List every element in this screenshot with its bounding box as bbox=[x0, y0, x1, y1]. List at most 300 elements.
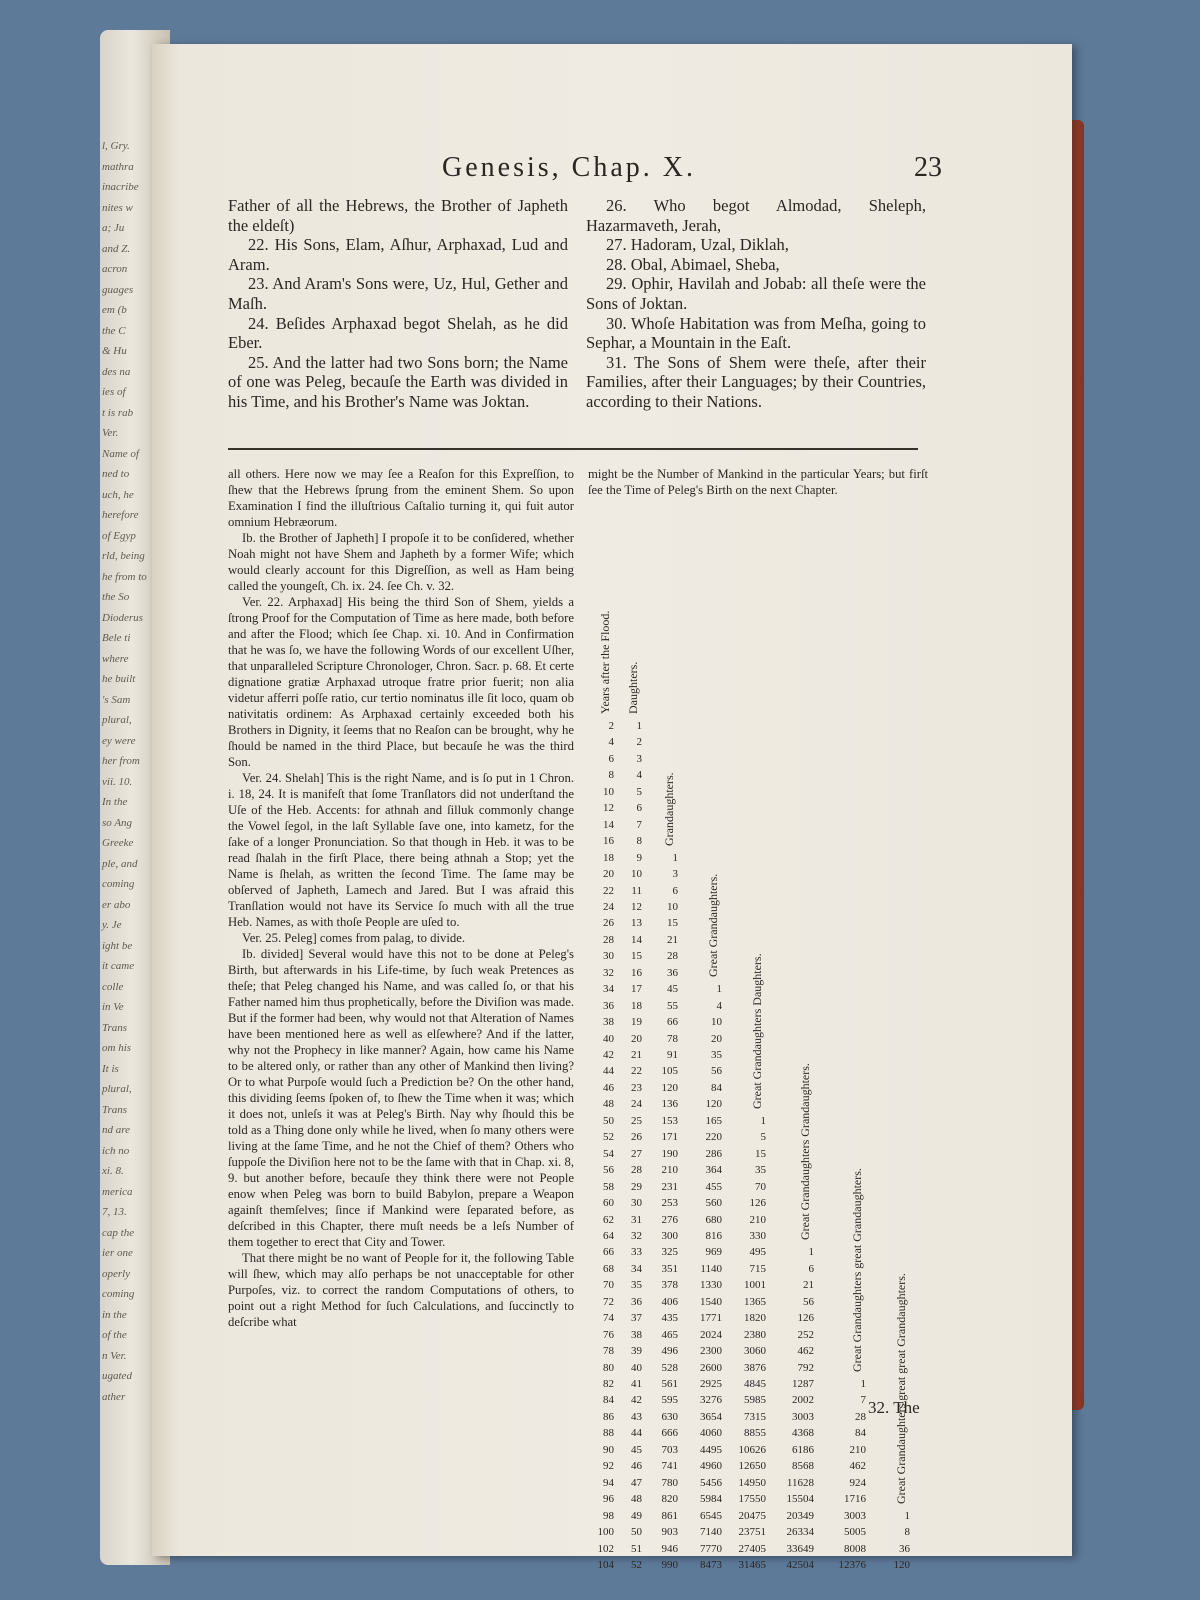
table-cell: 231 bbox=[661, 1180, 678, 1193]
commentary-paragraph: That there might be no want of People for it, the following Table will ſhew, which may alſo perhaps be not unacceptable for other Purpoſes, viz. to correct the random Computations of others, to point out a right Method for ſuch Calculations, and ſuccinctly to deſcribe what bbox=[228, 1251, 574, 1329]
page-header bbox=[152, 152, 1072, 192]
table-cell: 153 bbox=[661, 1114, 678, 1127]
left-page-fragment: where bbox=[102, 652, 129, 665]
left-page-fragment: Ver. bbox=[102, 427, 119, 439]
left-page-fragment: ple, and bbox=[102, 857, 138, 870]
table-cell: 54 bbox=[603, 1147, 614, 1160]
table-cell: 15 bbox=[667, 917, 678, 930]
table-cell: 7315 bbox=[744, 1410, 766, 1423]
upper-right-column bbox=[586, 196, 926, 412]
table-cell: 2024 bbox=[700, 1328, 722, 1341]
left-page-fragment: Dioderus bbox=[102, 611, 143, 624]
table-cell: 741 bbox=[661, 1460, 678, 1473]
table-cell: 7 bbox=[860, 1394, 866, 1407]
table-cell: 68 bbox=[603, 1262, 614, 1275]
table-cell: 13 bbox=[631, 917, 642, 930]
table-column-header: Great Grandaughters Daughters. bbox=[750, 953, 764, 1109]
table-cell: 20 bbox=[631, 1032, 642, 1045]
table-cell: 816 bbox=[705, 1229, 722, 1242]
table-cell: 74 bbox=[603, 1312, 614, 1325]
table-cell: 969 bbox=[705, 1246, 722, 1259]
left-page-fragment: Trans bbox=[102, 1103, 128, 1116]
table-cell: 18 bbox=[603, 851, 614, 864]
table-cell: 10 bbox=[667, 900, 678, 913]
table-column-header: Great Grandaughters. bbox=[706, 873, 720, 978]
table-cell: 120 bbox=[705, 1098, 722, 1111]
left-page-fragment: er abo bbox=[102, 898, 131, 911]
table-cell: 14 bbox=[631, 933, 642, 946]
table-cell: 1 bbox=[716, 983, 722, 996]
left-page-fragment: ned to bbox=[102, 468, 130, 480]
table-column-header: Grandaughters. bbox=[662, 771, 676, 846]
table-cell: 3654 bbox=[700, 1410, 722, 1423]
table-cell: 31 bbox=[631, 1213, 642, 1226]
table-cell: 435 bbox=[661, 1312, 678, 1325]
table-cell: 24 bbox=[603, 900, 614, 913]
table-cell: 990 bbox=[661, 1558, 678, 1571]
table-cell: 35 bbox=[755, 1164, 766, 1177]
table-cell: 3003 bbox=[792, 1410, 814, 1423]
table-cell: 253 bbox=[661, 1197, 678, 1210]
table-cell: 66 bbox=[603, 1246, 614, 1259]
left-page-fragment: Trans bbox=[102, 1021, 128, 1034]
commentary-paragraph: all others. Here now we may ſee a Reaſon for this Expreſſion, to ſhew that the Hebrews ſprung from the eminent Shem. So upon Examination I find the illuſtrious Caſtalio turning it, qui fuit autor omnium Hebræorum. bbox=[228, 467, 574, 529]
table-cell: 703 bbox=[661, 1443, 678, 1456]
table-cell: 30 bbox=[631, 1197, 642, 1210]
table-cell: 86 bbox=[603, 1410, 614, 1423]
table-cell: 24 bbox=[631, 1098, 642, 1111]
table-cell: 10 bbox=[603, 785, 614, 798]
table-column-header: Years after the Flood. bbox=[598, 610, 612, 714]
table-cell: 1365 bbox=[744, 1295, 766, 1308]
table-cell: 4960 bbox=[700, 1460, 722, 1473]
table-cell: 91 bbox=[667, 1049, 678, 1061]
commentary-paragraph: Ib. the Brother of Japheth] I propoſe it to be conſidered, whether Noah might not have Shem and Japheth by a former Wife; which would clearly account for this Digreſſion, as well as Ham being called the youngeſt, Ch. ix. 24. ſee Ch. v. 32. bbox=[228, 531, 574, 593]
table-cell: 82 bbox=[603, 1378, 614, 1390]
table-cell: 23 bbox=[631, 1081, 642, 1094]
table-cell: 11 bbox=[631, 884, 642, 897]
table-intro-text: might be the Number of Mankind in the particular Years; but firſt ſee the Time of Peleg's Birth on the next Chapter. bbox=[588, 467, 928, 497]
table-cell: 36 bbox=[899, 1542, 910, 1555]
left-page-fragment: coming bbox=[102, 878, 135, 890]
table-cell: 44 bbox=[603, 1065, 614, 1078]
page-number: 23 bbox=[914, 152, 942, 183]
table-cell: 43 bbox=[631, 1410, 642, 1423]
left-page-fragment: coming bbox=[102, 1288, 135, 1300]
table-cell: 5 bbox=[636, 785, 642, 798]
table-cell: 1771 bbox=[700, 1312, 722, 1325]
left-page-fragment: he from to bbox=[102, 570, 147, 583]
table-cell: 36 bbox=[603, 999, 614, 1012]
table-cell: 48 bbox=[631, 1493, 642, 1506]
table-cell: 8 bbox=[636, 835, 642, 848]
left-page-fragment: om his bbox=[102, 1042, 132, 1054]
table-cell: 6 bbox=[808, 1262, 814, 1275]
table-cell: 84 bbox=[711, 1081, 722, 1094]
table-cell: 12650 bbox=[738, 1460, 766, 1473]
table-cell: 462 bbox=[849, 1460, 866, 1473]
table-cell: 35 bbox=[711, 1049, 722, 1061]
table-cell: 56 bbox=[711, 1065, 722, 1078]
table-cell: 6 bbox=[672, 884, 678, 897]
table-cell: 28 bbox=[631, 1164, 642, 1177]
left-page-fragment: Greeke bbox=[102, 837, 134, 849]
table-cell: 17550 bbox=[738, 1493, 766, 1506]
verse-30: 30. Whoſe Habitation was from Meſha, going to Sephar, a Mountain in the Eaſt. bbox=[586, 313, 926, 353]
table-cell: 32 bbox=[631, 1229, 642, 1242]
table-cell: 34 bbox=[603, 983, 614, 996]
table-cell: 6186 bbox=[792, 1443, 814, 1456]
table-cell: 35 bbox=[631, 1279, 642, 1292]
verse-27: 27. Hadoram, Uzal, Diklah, bbox=[606, 235, 789, 255]
table-cell: 252 bbox=[797, 1328, 814, 1341]
left-page-fragment: cap the bbox=[102, 1226, 135, 1239]
verse-24: 24. Beſides Arphaxad begot Shelah, as he did Eber. bbox=[228, 313, 568, 353]
table-cell: 1287 bbox=[792, 1378, 814, 1390]
table-cell: 102 bbox=[597, 1542, 614, 1555]
table-cell: 2300 bbox=[700, 1345, 722, 1358]
table-cell: 496 bbox=[661, 1345, 678, 1358]
table-cell: 210 bbox=[749, 1213, 766, 1226]
table-cell: 22 bbox=[603, 884, 614, 897]
table-cell: 84 bbox=[855, 1427, 866, 1440]
left-page-fragment: so Ang bbox=[102, 816, 133, 829]
table-cell: 48 bbox=[603, 1098, 614, 1111]
table-cell: 27405 bbox=[738, 1542, 766, 1555]
verse-25: 25. And the latter had two Sons born; the Name of one was Peleg, becauſe the Earth was divided in his Time, and his Brother's Name was Joktan. bbox=[228, 352, 568, 411]
table-cell: 210 bbox=[849, 1443, 866, 1456]
population-table bbox=[588, 556, 928, 1571]
table-cell: 210 bbox=[661, 1164, 678, 1177]
table-cell: 1 bbox=[672, 851, 678, 864]
left-page-fragment: of Egyp bbox=[102, 529, 136, 542]
table-cell: 11628 bbox=[786, 1476, 814, 1489]
table-cell: 406 bbox=[661, 1295, 678, 1308]
table-cell: 44 bbox=[631, 1427, 642, 1440]
table-cell: 55 bbox=[667, 999, 678, 1012]
table-cell: 2 bbox=[608, 720, 614, 732]
left-page-fragment: ight be bbox=[102, 939, 133, 952]
table-cell: 26 bbox=[603, 917, 614, 930]
table-cell: 495 bbox=[749, 1246, 766, 1259]
table-cell: 37 bbox=[631, 1312, 642, 1325]
verse-29: 29. Ophir, Havilah and Jobab: all theſe were the Sons of Joktan. bbox=[586, 274, 926, 313]
table-cell: 98 bbox=[603, 1509, 614, 1522]
table-cell: 8008 bbox=[844, 1542, 866, 1555]
table-cell: 41 bbox=[631, 1378, 642, 1390]
table-cell: 2925 bbox=[700, 1378, 722, 1390]
table-cell: 8855 bbox=[744, 1427, 766, 1440]
table-column-header: Great Grandaughters great Grandaughters. bbox=[850, 1168, 864, 1372]
table-cell: 560 bbox=[705, 1197, 722, 1210]
table-cell: 36 bbox=[631, 1295, 642, 1308]
left-page-fragment: In the bbox=[102, 796, 128, 808]
left-page-fragment: mathra bbox=[102, 160, 134, 173]
table-cell: 14 bbox=[603, 818, 614, 831]
table-cell: 1140 bbox=[700, 1262, 722, 1275]
table-column-header: Daughters. bbox=[626, 661, 640, 714]
table-cell: 5005 bbox=[844, 1526, 866, 1539]
table-cell: 40 bbox=[603, 1032, 614, 1045]
left-page-fragment: in Ve bbox=[102, 1001, 124, 1013]
left-page-fragment: y. Je bbox=[102, 919, 122, 931]
table-cell: 6 bbox=[608, 752, 614, 765]
table-cell: 50 bbox=[631, 1526, 642, 1539]
left-page-fragment: Bele ti bbox=[102, 632, 131, 644]
table-cell: 300 bbox=[661, 1229, 678, 1242]
table-cell: 1330 bbox=[700, 1279, 722, 1292]
table-cell: 126 bbox=[797, 1312, 814, 1325]
table-cell: 47 bbox=[631, 1476, 642, 1489]
left-page-fragment: guages bbox=[102, 283, 134, 296]
table-cell: 50 bbox=[603, 1114, 614, 1127]
table-cell: 364 bbox=[705, 1164, 722, 1177]
table-cell: 2 bbox=[636, 736, 642, 749]
table-cell: 3876 bbox=[744, 1361, 766, 1374]
left-page-fragment: ey were bbox=[102, 734, 136, 747]
left-page-fragment: ier one bbox=[102, 1247, 133, 1259]
table-cell: 96 bbox=[603, 1493, 614, 1506]
table-cell: 1 bbox=[760, 1114, 766, 1127]
table-cell: 28 bbox=[855, 1410, 866, 1423]
table-cell: 27 bbox=[631, 1147, 642, 1160]
left-page-fragment: ich no bbox=[102, 1144, 130, 1157]
table-cell: 45 bbox=[631, 1443, 642, 1456]
table-cell: 2600 bbox=[700, 1361, 722, 1374]
table-cell: 38 bbox=[631, 1328, 642, 1341]
table-cell: 165 bbox=[705, 1114, 722, 1127]
table-cell: 5 bbox=[760, 1131, 766, 1144]
table-cell: 23751 bbox=[738, 1526, 766, 1539]
table-cell: 136 bbox=[661, 1098, 678, 1111]
table-cell: 6 bbox=[636, 802, 642, 815]
table-cell: 100 bbox=[597, 1526, 614, 1539]
left-page-fragment: inacribe bbox=[102, 181, 139, 193]
table-cell: 455 bbox=[705, 1180, 722, 1193]
left-page-fragment: the C bbox=[102, 324, 126, 337]
verse-26: 26. Who begot Almodad, Sheleph, Hazarmaveth, Jerah, bbox=[586, 196, 926, 235]
table-cell: 680 bbox=[705, 1213, 722, 1226]
table-cell: 34 bbox=[631, 1262, 642, 1275]
table-cell: 58 bbox=[603, 1180, 614, 1193]
left-page-fragment: ugated bbox=[102, 1370, 132, 1382]
left-page-fragment: a; Ju bbox=[102, 222, 125, 234]
table-cell: 62 bbox=[603, 1213, 614, 1226]
table-cell: 378 bbox=[661, 1279, 678, 1292]
table-cell: 120 bbox=[661, 1081, 678, 1094]
table-cell: 1 bbox=[860, 1378, 866, 1390]
table-cell: 4 bbox=[608, 736, 614, 749]
table-cell: 18 bbox=[631, 999, 642, 1012]
table-cell: 66 bbox=[667, 1016, 678, 1029]
table-cell: 39 bbox=[631, 1345, 642, 1358]
table-cell: 276 bbox=[661, 1213, 678, 1226]
table-cell: 6545 bbox=[700, 1509, 722, 1522]
left-page-fragment: herefore bbox=[102, 509, 139, 521]
table-cell: 21 bbox=[803, 1279, 814, 1292]
table-cell: 14950 bbox=[738, 1476, 766, 1489]
table-cell: 4 bbox=[636, 769, 642, 782]
table-cell: 8568 bbox=[792, 1460, 814, 1473]
left-page-fragment: and Z. bbox=[102, 242, 131, 255]
left-page-fragment: n Ver. bbox=[102, 1349, 127, 1362]
table-cell: 46 bbox=[603, 1081, 614, 1094]
table-cell: 88 bbox=[603, 1427, 614, 1440]
table-cell: 21 bbox=[631, 1049, 642, 1061]
table-cell: 51 bbox=[631, 1542, 642, 1555]
table-cell: 465 bbox=[661, 1328, 678, 1341]
table-cell: 8 bbox=[608, 769, 614, 782]
table-cell: 792 bbox=[797, 1361, 814, 1374]
table-cell: 924 bbox=[849, 1476, 866, 1489]
table-cell: 325 bbox=[661, 1246, 678, 1259]
table-cell: 52 bbox=[603, 1131, 614, 1144]
table-cell: 4060 bbox=[700, 1427, 722, 1440]
table-cell: 104 bbox=[597, 1558, 614, 1571]
book-page bbox=[152, 44, 1072, 1571]
table-cell: 15 bbox=[631, 950, 642, 963]
table-cell: 666 bbox=[661, 1427, 678, 1440]
table-cell: 7140 bbox=[700, 1526, 722, 1539]
left-page-fragment: merica bbox=[102, 1185, 133, 1198]
commentary-paragraph: Ver. 25. Peleg] comes from palag, to divide. bbox=[242, 931, 466, 945]
table-cell: 70 bbox=[755, 1180, 766, 1193]
table-cell: 561 bbox=[661, 1378, 678, 1390]
table-cell: 70 bbox=[603, 1279, 614, 1292]
table-cell: 20 bbox=[711, 1032, 722, 1045]
left-page-fragment: in the bbox=[102, 1308, 127, 1321]
left-page-fragment: vii. 10. bbox=[102, 775, 133, 788]
table-cell: 8473 bbox=[700, 1558, 722, 1571]
left-page-fragment: It is bbox=[102, 1062, 119, 1075]
table-cell: 29 bbox=[631, 1180, 642, 1193]
table-cell: 10 bbox=[631, 868, 642, 881]
table-cell: 22 bbox=[631, 1065, 642, 1078]
table-cell: 30 bbox=[603, 950, 614, 963]
table-cell: 861 bbox=[661, 1509, 678, 1522]
left-page-fragment: uch, he bbox=[102, 488, 134, 501]
left-page-fragment: Name of bbox=[102, 447, 139, 460]
commentary-column bbox=[228, 466, 574, 1330]
table-cell: 60 bbox=[603, 1197, 614, 1210]
table-cell: 5984 bbox=[700, 1493, 722, 1506]
table-cell: 946 bbox=[661, 1542, 678, 1555]
table-cell: 78 bbox=[667, 1032, 678, 1045]
left-page-fragment: colle bbox=[102, 980, 124, 993]
table-cell: 105 bbox=[661, 1065, 678, 1078]
table-cell: 45 bbox=[667, 983, 678, 996]
left-page-fragment: em (b bbox=[102, 304, 127, 316]
left-page-fragment: des na bbox=[102, 365, 131, 378]
table-cell: 351 bbox=[661, 1262, 678, 1275]
running-title: Genesis, Chap. X. bbox=[442, 152, 696, 183]
table-cell: 56 bbox=[603, 1164, 614, 1177]
table-cell: 7 bbox=[636, 818, 642, 831]
table-intro bbox=[588, 466, 928, 498]
table-cell: 5456 bbox=[700, 1476, 722, 1489]
table-cell: 38 bbox=[603, 1016, 614, 1029]
table-cell: 903 bbox=[661, 1526, 678, 1539]
table-cell: 7770 bbox=[700, 1542, 722, 1555]
table-cell: 715 bbox=[749, 1262, 766, 1275]
verse-text: Father of all the Hebrews, the Brother of Japheth the eldeſt) bbox=[228, 196, 568, 235]
table-cell: 20475 bbox=[738, 1509, 766, 1522]
table-column-header: Great Grandaughters great great Grandaughters. bbox=[894, 1272, 908, 1504]
verse-28: 28. Obal, Abimael, Sheba, bbox=[606, 254, 780, 274]
commentary-paragraph: Ver. 24. Shelah] This is the right Name, and is ſo put in 1 Chron. i. 18, 24. It is manifeſt that ſome Tranſlators did not underſtand the Uſe of the Heb. Accents: for athnah and ſilluk commonly change the Vowel ſegol, in the laſt Syllable ſave one, into kametz, for the ſake of a longer Pronunciation. So that though in Heb. it was to be read ſhalah in the firſt Place, there being athnah a Stop; yet the Name is ſhelah, as written the ſecond Time. The ſame may be obſerved of Japheth, Lamech and Jared. But I was afraid this Tranſlation would not have its Service ſo much with all the true Heb. Names, as with thoſe People are uſed to. bbox=[228, 771, 574, 929]
table-cell: 33 bbox=[631, 1246, 642, 1259]
table-cell: 19 bbox=[631, 1016, 642, 1029]
table-cell: 9 bbox=[636, 851, 642, 864]
table-cell: 42 bbox=[603, 1049, 614, 1061]
catchword: 32. The bbox=[868, 1398, 920, 1417]
table-cell: 1820 bbox=[744, 1312, 766, 1325]
table-cell: 49 bbox=[631, 1509, 642, 1522]
table-cell: 171 bbox=[661, 1131, 678, 1144]
left-page-fragment: ather bbox=[102, 1390, 126, 1403]
table-cell: 42504 bbox=[786, 1558, 814, 1571]
table-cell: 20349 bbox=[786, 1509, 814, 1522]
table-cell: 286 bbox=[705, 1147, 722, 1160]
left-page-fragment: ies of bbox=[102, 386, 126, 398]
table-cell: 76 bbox=[603, 1328, 614, 1341]
left-page-fragment: acron bbox=[102, 263, 128, 275]
left-page-fragment: & Hu bbox=[102, 345, 127, 357]
left-page-fragment: operly bbox=[102, 1267, 131, 1280]
table-cell: 16 bbox=[631, 966, 642, 979]
table-cell: 330 bbox=[749, 1229, 766, 1242]
table-cell: 4495 bbox=[700, 1443, 722, 1456]
table-cell: 10626 bbox=[738, 1443, 766, 1456]
table-cell: 126 bbox=[749, 1197, 766, 1210]
table-cell: 72 bbox=[603, 1295, 614, 1308]
commentary-paragraph: Ver. 22. Arphaxad] His being the third Son of Shem, yields a ſtrong Proof for the Computation of Time as here made, both before and after the Flood; which ſee Chap. xi. 10. And in Confirmation that he was ſo, we have the following Words of our excellent Uſher, that unparalleled Scripture Chronologer, Chron. Sacr. p. 68. Et certe dignatione gratiæ Arphaxad utroque fratre prior fuerit; non alia videtur afferri poſſe ratio, cur tertio nominatus ille ſit loco, quam ob nativitatis ordinem: As Arphaxad certainly exceeded both his Brothers in Dignity, it ſeems that no Reaſon can be brought, why he ſhould be named in the third Place, but becauſe he was the third Son. bbox=[228, 595, 574, 769]
table-cell: 630 bbox=[661, 1410, 678, 1423]
table-cell: 31465 bbox=[738, 1558, 766, 1571]
table-cell: 84 bbox=[603, 1394, 614, 1407]
left-page-fragment: of the bbox=[102, 1329, 127, 1341]
divider-rule bbox=[228, 448, 918, 450]
table-cell: 190 bbox=[661, 1147, 678, 1160]
left-page-fragment: rld, being bbox=[102, 550, 145, 562]
table-cell: 25 bbox=[631, 1114, 642, 1127]
table-cell: 12376 bbox=[838, 1558, 866, 1571]
verse-31: 31. The Sons of Shem were theſe, after their Families, after their Languages; by their Countries, according to their Nations. bbox=[586, 352, 926, 411]
table-cell: 26 bbox=[631, 1131, 642, 1144]
table-cell: 1 bbox=[808, 1246, 814, 1259]
table-cell: 90 bbox=[603, 1443, 614, 1456]
left-page-fragment: he built bbox=[102, 673, 136, 685]
table-cell: 462 bbox=[797, 1345, 814, 1358]
upper-left-column bbox=[228, 196, 568, 412]
left-page-fragment: it came bbox=[102, 960, 135, 972]
table-cell: 15504 bbox=[786, 1493, 814, 1506]
table-cell: 4845 bbox=[744, 1378, 766, 1390]
table-cell: 4 bbox=[716, 999, 722, 1012]
table-cell: 12 bbox=[603, 802, 614, 815]
table-cell: 3003 bbox=[844, 1509, 866, 1522]
table-cell: 2002 bbox=[792, 1394, 814, 1407]
table-cell: 52 bbox=[631, 1558, 642, 1571]
table-column-header: Great Grandaughters Grandaughters. bbox=[798, 1063, 812, 1241]
table-cell: 80 bbox=[603, 1361, 614, 1374]
left-page-fragment: the So bbox=[102, 591, 130, 603]
left-page-fragment: nites w bbox=[102, 201, 133, 214]
table-cell: 120 bbox=[893, 1558, 910, 1571]
table-cell: 94 bbox=[603, 1476, 614, 1489]
table-cell: 1 bbox=[904, 1509, 910, 1522]
table-cell: 64 bbox=[603, 1229, 614, 1242]
